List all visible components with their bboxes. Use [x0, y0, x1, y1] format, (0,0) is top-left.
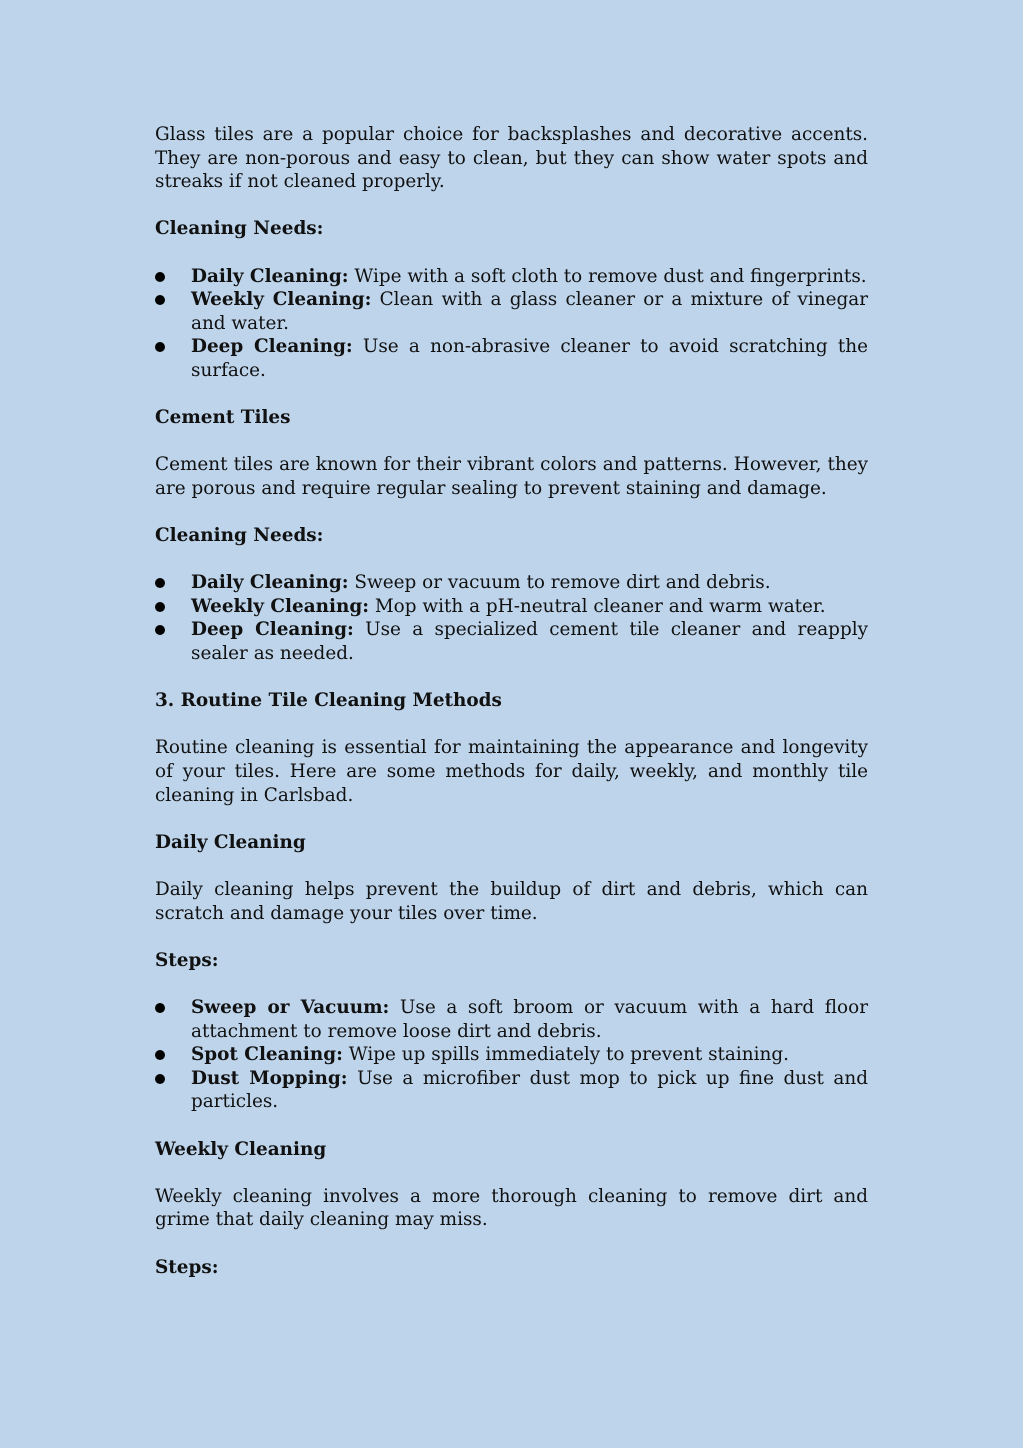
daily-steps-heading: Steps: [155, 949, 219, 971]
cement-cleaning-needs-list [155, 571, 868, 665]
bullet-icon [155, 578, 165, 588]
item-text: Use a specialized cement tile cleaner and reapply sealer as needed. [191, 619, 868, 665]
item-text: Wipe up spills immediately to prevent staining. [342, 1044, 789, 1066]
item-label: Daily Cleaning: [191, 572, 349, 594]
glass-cleaning-needs-heading: Cleaning Needs: [155, 218, 324, 240]
daily-cleaning-heading: Daily Cleaning [155, 831, 306, 853]
bullet-icon [155, 295, 165, 305]
item-text: Use a soft broom or vacuum with a hard floor attachment to remove loose dirt and debris. [191, 996, 868, 1042]
list-item [155, 288, 868, 335]
bullet-icon [155, 602, 165, 612]
item-label: Daily Cleaning: [191, 265, 349, 287]
item-label: Weekly Cleaning: [191, 289, 372, 311]
list-item [155, 618, 868, 665]
item-label: Spot Cleaning: [191, 1044, 343, 1066]
daily-cleaning-paragraph: Daily cleaning helps prevent the buildup of dirt and debris, which can scratch and damage your tiles over time. [155, 879, 868, 924]
cement-tiles-paragraph: Cement tiles are known for their vibrant colors and patterns. However, they are porous and require regular sealing to prevent staining and damage. [155, 454, 868, 499]
item-text: Clean with a glass cleaner or a mixture of vinegar and water. [191, 289, 868, 334]
list-item [155, 265, 868, 289]
bullet-icon [155, 272, 165, 282]
bullet-icon [155, 1050, 165, 1060]
cement-cleaning-needs-heading: Cleaning Needs: [155, 525, 324, 547]
document-page [155, 123, 868, 1303]
item-text: Wipe with a soft cloth to remove dust and fingerprints. [348, 265, 867, 287]
cement-tiles-heading: Cement Tiles [155, 407, 291, 429]
item-label: Deep Cleaning: [191, 336, 353, 358]
bullet-icon [155, 342, 165, 352]
bullet-icon [155, 625, 165, 635]
routine-cleaning-paragraph: Routine cleaning is essential for maintaining the appearance and longevity of your tiles. Here are some methods for daily, weekly, and monthly tile cleaning in Carlsbad. [155, 737, 868, 806]
routine-cleaning-heading: 3. Routine Tile Cleaning Methods [155, 690, 502, 712]
bullet-icon [155, 1074, 165, 1084]
item-text: Mop with a pH-neutral cleaner and warm water. [369, 595, 826, 617]
intro-paragraph: Glass tiles are a popular choice for backsplashes and decorative accents. They are non-porous and easy to clean, but they can show water spots and streaks if not cleaned properly. [155, 124, 868, 193]
weekly-cleaning-paragraph: Weekly cleaning involves a more thorough cleaning to remove dirt and grime that daily cleaning may miss. [155, 1185, 868, 1231]
bullet-icon [155, 1003, 165, 1013]
glass-cleaning-needs-list [155, 265, 868, 383]
list-item [155, 335, 868, 382]
daily-steps-list [155, 996, 868, 1114]
list-item [155, 1043, 868, 1067]
item-label: Weekly Cleaning: [191, 595, 369, 617]
list-item [155, 996, 868, 1043]
list-item [155, 1067, 868, 1114]
list-item [155, 595, 868, 619]
item-label: Dust Mopping: [191, 1067, 348, 1089]
item-text: Sweep or vacuum to remove dirt and debris. [348, 572, 771, 594]
weekly-cleaning-heading: Weekly Cleaning [155, 1138, 327, 1160]
item-label: Sweep or Vacuum: [191, 996, 390, 1018]
weekly-steps-heading: Steps: [155, 1256, 219, 1278]
item-label: Deep Cleaning: [191, 619, 354, 641]
item-text: Use a microfiber dust mop to pick up fine dust and particles. [191, 1067, 868, 1113]
item-text: Use a non-abrasive cleaner to avoid scratching the surface. [191, 336, 868, 381]
list-item [155, 571, 868, 595]
